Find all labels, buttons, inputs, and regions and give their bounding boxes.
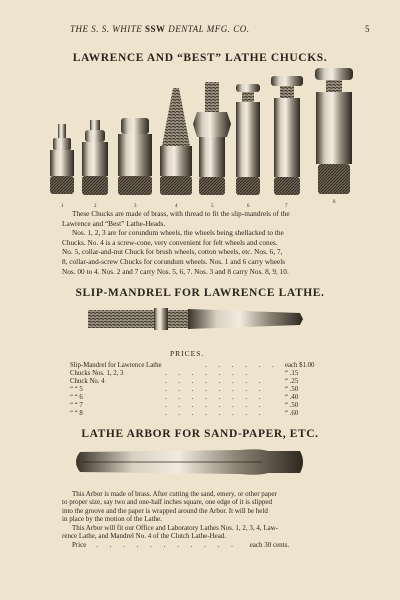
page-number: 5 [365, 24, 370, 34]
lathe-arbor-image [76, 449, 303, 475]
para-line: to proper size, say two and one-half inches square, one edge of it is slipped [62, 498, 272, 507]
price-row-label: Chucks Nos. 1, 2, 3 [70, 370, 124, 377]
chuck-2-image [82, 120, 108, 195]
price-row-dots: . . . . . . . [165, 370, 253, 377]
para-line: into the groove and the paper is wrapped around the Arbor. It will be held [62, 506, 268, 515]
arbor-price-value: each 30 cents. [249, 541, 290, 549]
para-line: Chucks. No. 4 is a screw-cone, very convenient for felt wheels and cones. [62, 237, 278, 247]
price-row-amount: “ .15 [285, 370, 299, 377]
header-title: THE S. S. WHITE [70, 24, 143, 34]
price-row-dots: . . . . . . . . [165, 402, 266, 409]
price-row-dots: . . . . . . . . [165, 394, 266, 401]
para-line: This Arbor is made of brass. After cutting the sand, emery, or other paper [72, 490, 277, 498]
header-company: DENTAL MFG. CO. [168, 24, 250, 34]
price-row-amount: “ .40 [285, 394, 299, 401]
para-line: rence Lathe, and Mandrel No. 4 of the Clutch Lathe-Head. [62, 532, 227, 541]
para-line: Nos. 1, 2, 3 are for corundum wheels, the wheels being shellacked to the [72, 228, 284, 238]
price-row [70, 362, 320, 369]
price-row-dots: . . . . . . . . [165, 410, 266, 417]
chuck-4-image [160, 88, 192, 195]
chuck-number-1: 1 [61, 204, 64, 209]
price-row-label: Chuck No. 4 [70, 378, 105, 385]
price-row-amount: “ .50 [285, 402, 299, 409]
para-line: No. 5, collar-and-nut Chuck for brush wheels, cotton wheels, etc. Nos. 6, 7, [62, 247, 283, 257]
slip-mandrel-image [88, 308, 303, 330]
price-row-amount: each $1.00 [285, 362, 315, 369]
company-monogram: SSW [145, 24, 166, 34]
price-row-amount: “ .60 [285, 410, 299, 417]
price-row [70, 394, 320, 401]
para-line: This Arbor will fit our Office and Laboratory Lathes Nos. 1, 2, 3, 4, Law- [72, 523, 279, 532]
price-row [70, 410, 320, 417]
arbor-description [62, 490, 362, 540]
para-line: Nos. 00 to 4. Nos. 2 and 7 carry Nos. 5, 6, 7. Nos. 3 and 8 carry Nos. 8, 9, 10. [62, 266, 289, 276]
para-line: These Chucks are made of brass, with thread to fit the slip-mandrels of the [72, 209, 290, 218]
chuck-number-5: 5 [211, 204, 214, 209]
chuck-number-8: 8 [333, 200, 336, 205]
price-row [70, 402, 320, 409]
price-row-amount: “ .50 [285, 386, 299, 393]
price-row-dots: . . . . . . . . [165, 378, 266, 385]
chuck-3-image [118, 118, 152, 195]
section-title-chucks: LAWRENCE AND “BEST” LATHE CHUCKS. [72, 52, 328, 64]
chuck-number-7: 7 [285, 204, 288, 209]
para-line: Lawrence and “Best” Lathe-Heads. [62, 218, 166, 228]
price-row-label: “ “ 5 [70, 386, 83, 393]
prices-heading: PRICES. [170, 349, 205, 358]
price-row-label: “ “ 6 [70, 394, 83, 401]
arbor-price-label: Price [72, 541, 87, 549]
section-title-slip-mandrel: SLIP-MANDREL FOR LAWRENCE LATHE. [75, 287, 325, 299]
chuck-6-image [236, 84, 260, 195]
chuck-number-4: 4 [175, 204, 178, 209]
para-line: in place by the motion of the Lathe. [62, 515, 162, 524]
chuck-1-image [50, 124, 74, 194]
price-row-label: “ “ 7 [70, 402, 83, 409]
price-row [70, 370, 320, 377]
chuck-7-image [271, 76, 303, 195]
price-row-dots: . . . . . . . . [165, 386, 266, 393]
arbor-price-dots: . . . . . . . . . . . [96, 541, 238, 549]
para-line: 8, collar-and-screw Chucks for corundum wheels. Nos. 1 and 6 carry wheels [62, 256, 286, 266]
price-row [70, 378, 320, 385]
chucks-description [62, 209, 362, 276]
price-row-dots: . . . . . . [205, 362, 279, 369]
price-row-amount: “ .25 [285, 378, 299, 385]
price-row-label: Slip-Mandrel for Lawrence Lathe [70, 362, 162, 369]
chuck-number-3: 3 [134, 204, 137, 209]
price-row [70, 386, 320, 393]
chuck-8-image [315, 68, 353, 194]
chuck-number-6: 6 [247, 204, 250, 209]
chuck-number-2: 2 [94, 204, 97, 209]
chuck-5-image [193, 82, 231, 195]
section-title-lathe-arbor: LATHE ARBOR FOR SAND-PAPER, ETC. [81, 428, 319, 440]
price-row-label: “ “ 8 [70, 410, 83, 417]
arbor-price-line [72, 541, 289, 549]
